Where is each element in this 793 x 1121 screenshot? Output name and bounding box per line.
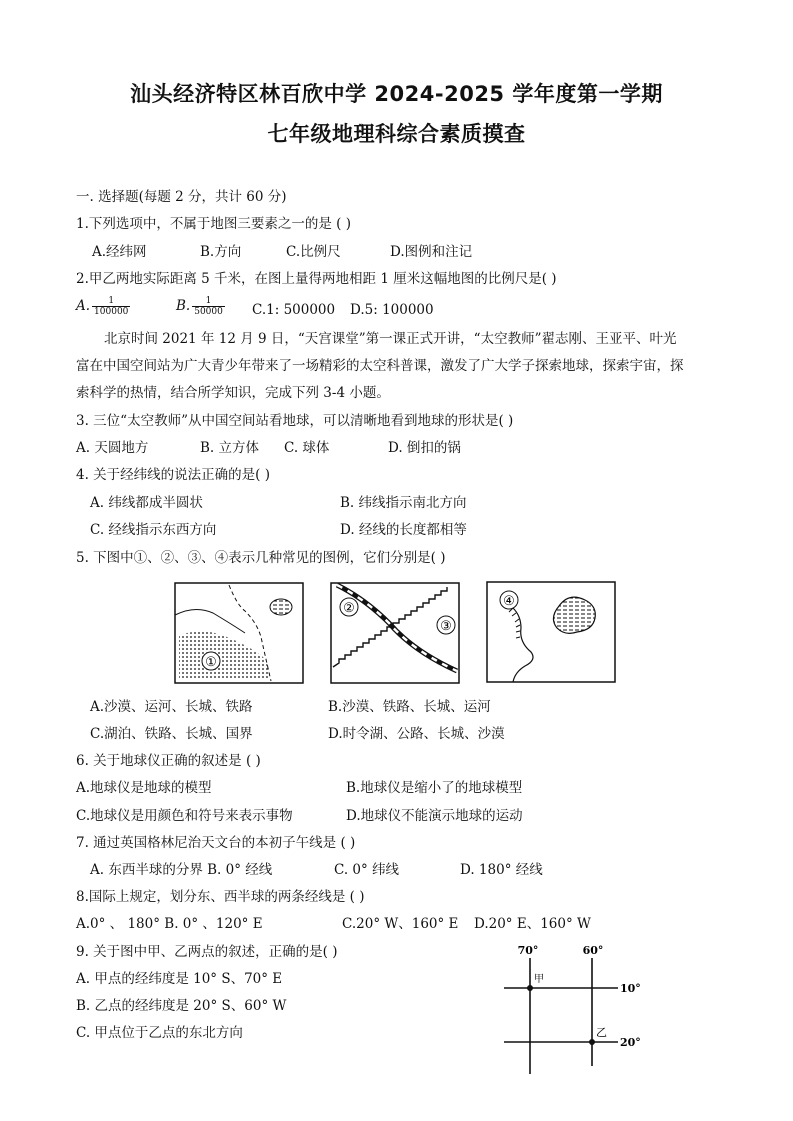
lat-label-20: 20° bbox=[620, 1036, 641, 1049]
q8-option-d[interactable]: D.20° E、160° W bbox=[474, 916, 591, 932]
q2-option-a-label: A. bbox=[76, 298, 91, 314]
legend-figures bbox=[165, 575, 470, 687]
section-heading: 一. 选择题(每题 2 分，共计 60 分) bbox=[76, 189, 287, 205]
q7-option-c[interactable]: C. 0° 纬线 bbox=[334, 862, 400, 878]
fraction-denominator: 100000 bbox=[94, 307, 129, 317]
q3-stem: 3. 三位“太空教师”从中国空间站看地球，可以清晰地看到地球的形状是( ) bbox=[76, 413, 514, 429]
exam-title-subject: 七年级地理科综合素质摸查 bbox=[267, 122, 526, 146]
q1-option-b[interactable]: B.方向 bbox=[200, 244, 242, 260]
point-yi-label: 乙 bbox=[596, 1026, 607, 1039]
passage-line-2: 富在中国空间站为广大青少年带来了一场精彩的太空科普课，激发了广大学子探索地球，探索宇宙，探 bbox=[76, 358, 684, 374]
q9-option-a[interactable]: A. 甲点的经纬度是 10° S、70° E bbox=[76, 971, 283, 987]
point-jia-label: 甲 bbox=[534, 974, 544, 985]
q3-option-d[interactable]: D. 倒扣的锅 bbox=[388, 440, 461, 456]
legend-panel-desert bbox=[175, 583, 303, 683]
q2-option-b-fraction bbox=[192, 296, 225, 317]
q3-option-b[interactable]: B. 立方体 bbox=[200, 440, 260, 456]
lon-label-70: 70° bbox=[517, 944, 539, 957]
q7-stem: 7. 通过英国格林尼治天文台的本初子午线是 ( ) bbox=[76, 835, 356, 851]
q5-option-c[interactable]: C.湖泊、铁路、长城、国界 bbox=[90, 726, 253, 742]
q7-option-a-b[interactable]: A. 东西半球的分界 B. 0° 经线 bbox=[90, 862, 273, 878]
q5-stem: 5. 下图中①、②、③、④表示几种常见的图例，它们分别是( ) bbox=[76, 550, 446, 566]
point-jia bbox=[527, 985, 533, 991]
q3-option-a[interactable]: A. 天圆地方 bbox=[76, 440, 149, 456]
q5-option-a[interactable]: A.沙漠、运河、长城、铁路 bbox=[90, 699, 253, 715]
fraction-numerator: 1 bbox=[192, 296, 225, 307]
q8-stem: 8.国际上规定，划分东、西半球的两条经线是 ( ) bbox=[76, 889, 365, 905]
q1-option-d[interactable]: D.图例和注记 bbox=[390, 244, 473, 260]
exam-title-school: 汕头经济特区林百欣中学 2024-2025 学年度第一学期 bbox=[130, 82, 663, 106]
q2-option-b-label: B. bbox=[176, 298, 191, 314]
q5-option-b[interactable]: B.沙漠、铁路、长城、运河 bbox=[328, 699, 491, 715]
point-yi bbox=[589, 1039, 595, 1045]
q4-option-d[interactable]: D. 经线的长度都相等 bbox=[340, 522, 467, 538]
q8-option-c[interactable]: C.20° W、160° E bbox=[342, 916, 459, 932]
legend-label-4: ④ bbox=[503, 594, 515, 609]
q2-option-b[interactable] bbox=[176, 296, 227, 322]
q1-option-c[interactable]: C.比例尺 bbox=[286, 244, 341, 260]
q6-stem: 6. 关于地球仪正确的叙述是 ( ) bbox=[76, 753, 261, 769]
q4-stem: 4. 关于经纬线的说法正确的是( ) bbox=[76, 467, 270, 483]
q1-stem: 1.下列选项中，不属于地图三要素之一的是 ( ) bbox=[76, 216, 351, 232]
q4-option-b[interactable]: B. 纬线指示南北方向 bbox=[340, 495, 467, 511]
lat-label-10: 10° bbox=[620, 982, 641, 995]
q9-option-c[interactable]: C. 甲点位于乙点的东北方向 bbox=[76, 1025, 243, 1041]
legend-label-3: ③ bbox=[440, 619, 452, 634]
q5-option-d[interactable]: D.时令湖、公路、长城、沙漠 bbox=[328, 726, 505, 742]
q6-option-b[interactable]: B.地球仪是缩小了的地球模型 bbox=[346, 780, 523, 796]
q2-option-d[interactable]: D.5: 100000 bbox=[350, 302, 434, 318]
q6-option-a[interactable]: A.地球仪是地球的模型 bbox=[76, 780, 212, 796]
q6-option-d[interactable]: D.地球仪不能演示地球的运动 bbox=[346, 808, 523, 824]
q3-option-c[interactable]: C. 球体 bbox=[284, 440, 330, 456]
q9-stem: 9. 关于图中甲、乙两点的叙述，正确的是( ) bbox=[76, 944, 338, 960]
lon-label-60: 60° bbox=[582, 944, 604, 957]
q4-option-c[interactable]: C. 经线指示东西方向 bbox=[90, 522, 217, 538]
q6-option-c[interactable]: C.地球仪是用颜色和符号来表示事物 bbox=[76, 808, 293, 824]
legend-label-1: ① bbox=[205, 655, 217, 670]
legend-label-2: ② bbox=[343, 601, 355, 616]
legend-panel-railway-wall bbox=[331, 583, 459, 683]
q7-option-d[interactable]: D. 180° 经线 bbox=[460, 862, 543, 878]
legend-panel-lake bbox=[485, 580, 618, 684]
fraction-denominator: 50000 bbox=[194, 307, 223, 317]
passage-line-1: 北京时间 2021 年 12 月 9 日，“天宫课堂”第一课正式开讲，“太空教师”翟志刚、王亚平、叶光 bbox=[104, 331, 677, 347]
q2-option-a[interactable] bbox=[76, 296, 132, 322]
q2-option-c[interactable]: C.1: 500000 bbox=[252, 302, 336, 318]
q2-stem: 2.甲乙两地实际距离 5 千米，在图上量得两地相距 1 厘米这幅地图的比例尺是( ) bbox=[76, 271, 557, 287]
q9-option-b[interactable]: B. 乙点的经纬度是 20° S、60° W bbox=[76, 998, 287, 1014]
fraction-numerator: 1 bbox=[92, 296, 130, 307]
q2-option-a-fraction bbox=[92, 296, 130, 317]
q1-option-a[interactable]: A.经纬网 bbox=[92, 244, 147, 260]
q8-option-a-b[interactable]: A.0° 、 180° B. 0° 、120° E bbox=[76, 916, 263, 932]
lat-lon-grid bbox=[498, 940, 658, 1078]
q4-option-a[interactable]: A. 纬线都成半圆状 bbox=[90, 495, 203, 511]
passage-line-3: 索科学的热情，结合所学知识，完成下列 3-4 小题。 bbox=[76, 385, 390, 401]
